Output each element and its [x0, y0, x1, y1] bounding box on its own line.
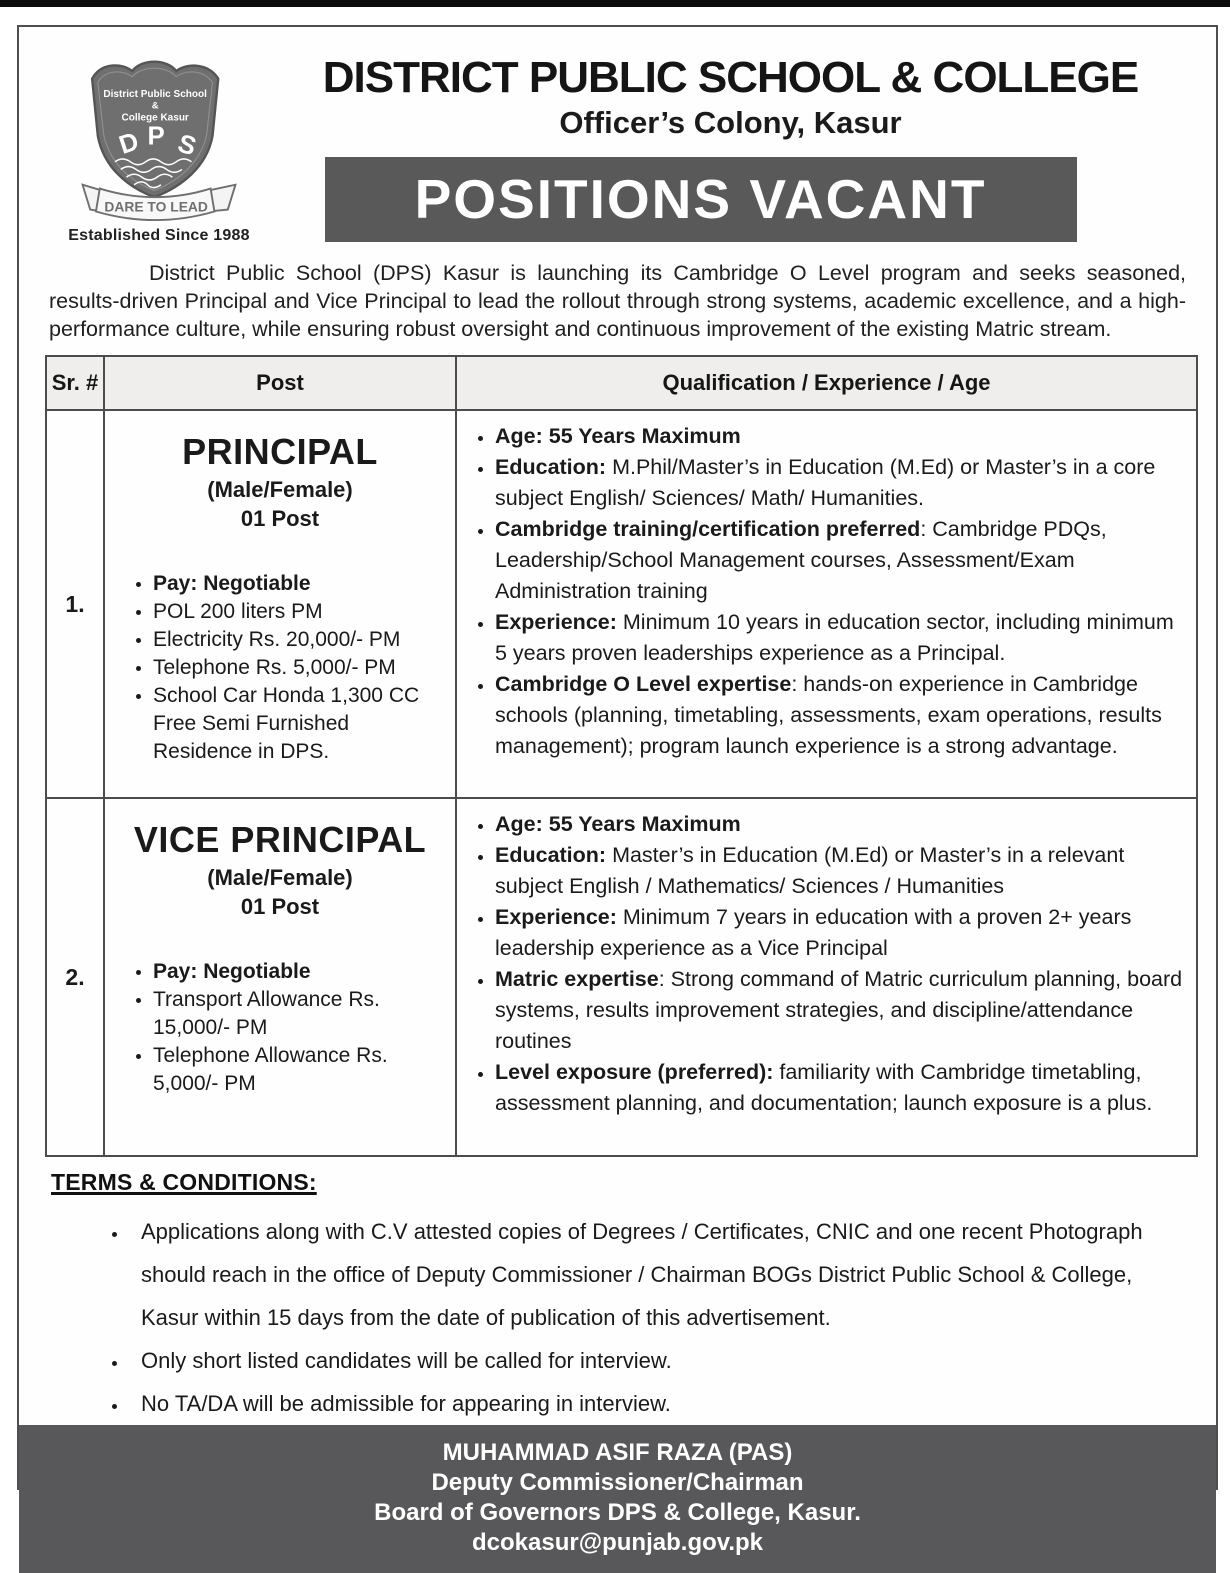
terms-item: • No TA/DA will be admissible for appearing in interview. [129, 1382, 1182, 1425]
col-header-post: Post [104, 356, 456, 410]
terms-section [19, 1157, 1216, 1425]
post-gender: (Male/Female) [207, 865, 353, 890]
bullet-item: • Electricity Rs. 20,000/- PM [153, 626, 421, 654]
svg-text:DARE TO LEAD: DARE TO LEAD [104, 198, 208, 215]
sr-number: 1. [46, 410, 104, 798]
post-title: VICE PRINCIPAL [133, 819, 427, 860]
svg-text:&: & [151, 100, 159, 112]
bullet-item: • POL 200 liters PM [153, 598, 421, 626]
positions-table [45, 355, 1198, 1157]
post-cell-vice-principal [104, 798, 456, 1156]
bullet-item: • Pay: Negotiable [153, 570, 421, 598]
newspaper-top-rule [0, 0, 1230, 7]
officer-name: MUHAMMAD ASIF RAZA (PAS) [442, 1439, 793, 1466]
established-since-label: Established Since 1988 [68, 227, 250, 244]
qualification-cell-principal [456, 410, 1197, 798]
qualification-cell-vice-principal [456, 798, 1197, 1156]
qualification-list [461, 809, 1184, 1119]
bullet-item: • Level exposure (preferred): familiarity with Cambridge timetabling, assessment planning, and documentation; launch exposure is a plus. [495, 1057, 1184, 1119]
terms-list [51, 1210, 1182, 1425]
contact-email: dcokasur@punjab.gov.pk [472, 1529, 763, 1556]
svg-text:District Public School: District Public School [103, 88, 207, 100]
bullet-item: • Education: M.Phil/Master’s in Education (M.Ed) or Master’s in a core subject English/ Sciences/ Math/ Humanities. [495, 452, 1184, 514]
terms-item: • Only short listed candidates will be called for interview. [129, 1339, 1182, 1382]
qualification-list [461, 421, 1184, 762]
sr-number: 2. [46, 798, 104, 1156]
bullet-item: • Matric expertise: Strong command of Matric curriculum planning, board systems, results improvement strategies, and discipline/attendance routines [495, 964, 1184, 1057]
bullet-item: • Telephone Allowance Rs. 5,000/- PM [153, 1042, 388, 1098]
post-gender: (Male/Female) [207, 477, 353, 502]
signature-footer [19, 1425, 1216, 1573]
bullet-item: • Age: 55 Years Maximum [495, 421, 1184, 452]
post-count: 01 Post [240, 506, 320, 531]
col-header-sr: Sr. # [46, 356, 104, 410]
bullet-item: • Telephone Rs. 5,000/- PM [153, 654, 421, 682]
positions-vacant-banner [325, 157, 1077, 242]
col-header-qualification: Qualification / Experience / Age [456, 356, 1197, 410]
bullet-item: • Experience: Minimum 7 years in education with a proven 2+ years leadership experience as a Vice Principal [495, 902, 1184, 964]
post-title: PRINCIPAL [182, 431, 378, 472]
officer-title: Deputy Commissioner/Chairman [431, 1469, 804, 1496]
svg-text:D: D [115, 127, 143, 160]
benefits-list [111, 570, 449, 766]
header [19, 27, 1216, 245]
bullet-item: • Experience: Minimum 10 years in education sector, including minimum 5 years proven leaderships experience as a Principal. [495, 607, 1184, 669]
bullet-item: • Pay: Negotiable [153, 958, 421, 986]
advertisement-box [17, 25, 1218, 1556]
bullet-item: • School Car Honda 1,300 CC Free Semi Furnished Residence in DPS. [153, 682, 421, 766]
bullet-item: • Transport Allowance Rs. 15,000/- PM [153, 986, 388, 1042]
bullet-item: • Education: Master’s in Education (M.Ed) or Master’s in a relevant subject English / Mathematics/ Sciences / Humanities [495, 840, 1184, 902]
intro-paragraph: District Public School (DPS) Kasur is launching its Cambridge O Level program and seeks seasoned, results-driven Principal and Vice Principal to lead the rollout through strong systems, academic excellence, and a high-performance culture, while ensuring robust oversight and continuous improvement of the existing Matric stream. [49, 261, 1186, 341]
terms-item: • Applications along with C.V attested copies of Degrees / Certificates, CNIC and one recent Photograph should reach in the office of Deputy Commissioner / Chairman BOGs District Public School & College, Kasur within 15 days from the date of publication of this advertisement. [129, 1210, 1182, 1339]
table-row [46, 798, 1197, 1156]
svg-text:S: S [174, 129, 200, 162]
svg-text:P: P [147, 122, 165, 151]
svg-text:College Kasur: College Kasur [121, 112, 189, 124]
table-row [46, 410, 1197, 798]
school-address: Officer’s Colony, Kasur [559, 105, 902, 141]
bullet-item: • Cambridge training/certification preferred: Cambridge PDQs, Leadership/School Management courses, Assessment/Exam Administration training [495, 514, 1184, 607]
terms-heading: TERMS & CONDITIONS: [51, 1169, 317, 1195]
title-block [259, 47, 1202, 245]
benefits-list [111, 958, 449, 1098]
bullet-item: • Age: 55 Years Maximum [495, 809, 1184, 840]
board-name: Board of Governors DPS & College, Kasur. [374, 1499, 861, 1526]
school-logo [59, 47, 259, 245]
post-cell-principal [104, 410, 456, 798]
post-count: 01 Post [240, 894, 320, 919]
dps-shield-logo-icon [73, 47, 245, 225]
school-title: DISTRICT PUBLIC SCHOOL & COLLEGE [322, 53, 1139, 102]
table-header-row [46, 356, 1197, 410]
banner-text: POSITIONS VACANT [414, 168, 987, 231]
bullet-item: • Cambridge O Level expertise: hands-on experience in Cambridge schools (planning, timetabling, assessments, exam operations, results management); program launch experience is a strong advantage. [495, 669, 1184, 762]
